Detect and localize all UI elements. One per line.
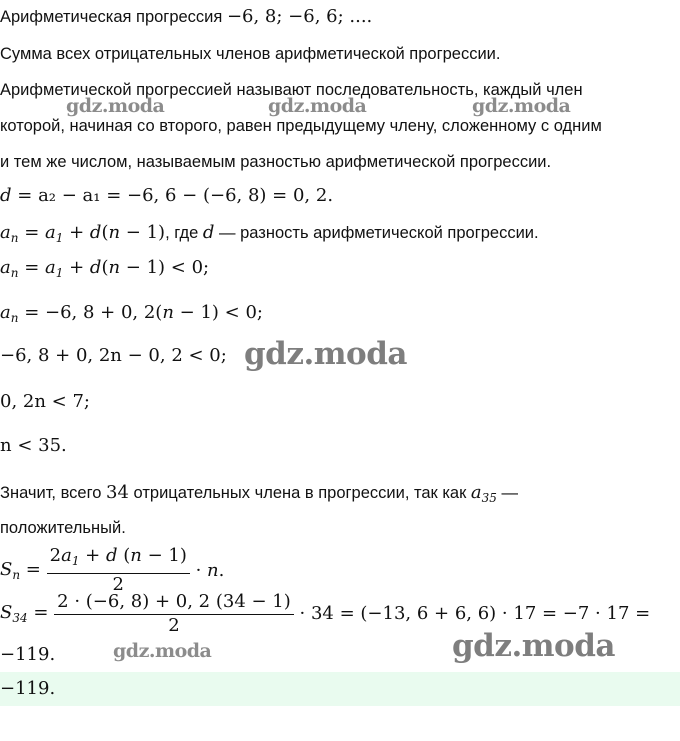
conclusion-line-2: положительный.	[0, 519, 126, 537]
definition-line-2: которой, начиная со второго, равен предыдущему члену, сложенному с одним	[0, 117, 602, 135]
watermark-4: gdz.moda	[244, 336, 407, 372]
sum-formula: $S_n$ = $\frac{2a_1 + d (n - 1)}{2}$ · n.	[0, 545, 225, 595]
inequality-3: −6, 8 + 0, 2n − 0, 2 < 0;	[0, 345, 227, 366]
watermark-2: gdz.moda	[268, 95, 367, 117]
inequality-4: 0, 2n < 7;	[0, 391, 90, 412]
sum-result: −119.	[0, 644, 56, 665]
nth-term-formula: $a_n = a_1 + d(n - 1)$, где d — разность арифметической прогрессии.	[0, 222, 539, 245]
inequality-1: $a_n = a_1 + d(n - 1) < 0$;	[0, 257, 210, 280]
watermark-3: gdz.moda	[472, 95, 571, 117]
count-negative: 34	[106, 482, 129, 503]
title-math: −6, 8; −6, 6; ....	[226, 6, 373, 27]
watermark-6: gdz.moda	[452, 628, 615, 664]
answer-box	[0, 672, 680, 706]
watermark-5: gdz.moda	[113, 640, 212, 662]
inequality-5: n < 35.	[0, 435, 67, 456]
sum-34-equation: $S_{34}$ = $\frac{2 \cdot (-6, 8) + 0, 2 (34 - 1)}{2}$ · 34 = (−13, 6 + 6, 6) · 17 = −7 · 17 =	[0, 591, 651, 636]
title-prefix: Арифметическая прогрессия	[0, 8, 223, 26]
watermark-1: gdz.moda	[66, 95, 165, 117]
definition-line-1: Арифметической прогрессией называют последовательность, каждый член	[0, 81, 583, 99]
conclusion-line-1: Значит, всего 34 отрицательных члена в прогрессии, так как $a_{35}$ —	[0, 482, 519, 505]
difference-equation: d = a₂ − a₁ = −6, 6 − (−6, 8) = 0, 2.	[0, 185, 334, 206]
task-text: Сумма всех отрицательных членов арифметической прогрессии.	[0, 45, 501, 63]
formula-tail: — разность арифметической прогрессии.	[219, 224, 539, 242]
answer-value: −119.	[0, 678, 56, 699]
inequality-2: $a_n = -6$, 8 + 0, 2(n − 1) < 0;	[0, 302, 263, 325]
formula-where: , где	[165, 224, 199, 242]
title-line	[0, 6, 372, 27]
definition-line-3: и тем же числом, называемым разностью арифметической прогрессии.	[0, 153, 552, 171]
